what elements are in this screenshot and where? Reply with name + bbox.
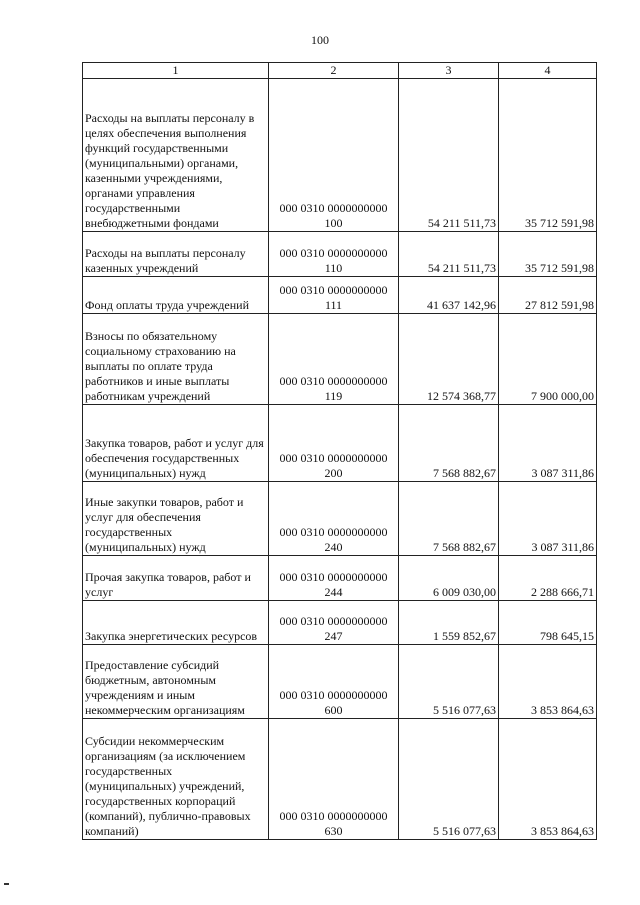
code-base: 000 0310 0000000000 [279, 525, 388, 539]
classification-code [269, 601, 399, 645]
value-col-3: 5 516 077,63 [399, 645, 499, 719]
classification-code [269, 79, 399, 232]
value-col-4: 27 812 591,98 [499, 277, 597, 314]
code-kind: 244 [324, 585, 343, 599]
header-col-3: 3 [399, 63, 499, 79]
value-col-4: 798 645,15 [499, 601, 597, 645]
table-row [83, 719, 597, 840]
expense-name: Расходы на выплаты персоналу казенных учреждений [83, 232, 269, 277]
value-col-3: 7 568 882,67 [399, 482, 499, 556]
code-kind: 630 [324, 824, 343, 838]
expense-name: Закупка товаров, работ и услуг для обеспечения государственных (муниципальных) нужд [83, 405, 269, 482]
value-col-3: 41 637 142,96 [399, 277, 499, 314]
value-col-4: 2 288 666,71 [499, 556, 597, 601]
table-row [83, 232, 597, 277]
expense-name: Субсидии некоммерческим организациям (за исключением государственных (муниципальных) учреждений, государственных корпораций (компаний), публично-правовых компаний) [83, 719, 269, 840]
value-col-4: 35 712 591,98 [499, 79, 597, 232]
code-kind: 100 [324, 216, 343, 230]
code-base: 000 0310 0000000000 [279, 283, 388, 297]
code-base: 000 0310 0000000000 [279, 246, 388, 260]
table-row [83, 277, 597, 314]
classification-code [269, 482, 399, 556]
expense-name: Предоставление субсидий бюджетным, автономным учреждениям и иным некоммерческим организациям [83, 645, 269, 719]
value-col-4: 35 712 591,98 [499, 232, 597, 277]
value-col-3: 54 211 511,73 [399, 232, 499, 277]
value-col-4: 3 087 311,86 [499, 405, 597, 482]
classification-code [269, 232, 399, 277]
classification-code [269, 314, 399, 405]
code-base: 000 0310 0000000000 [279, 201, 388, 215]
code-kind: 600 [324, 703, 343, 717]
code-base: 000 0310 0000000000 [279, 614, 388, 628]
value-col-3: 54 211 511,73 [399, 79, 499, 232]
value-col-3: 6 009 030,00 [399, 556, 499, 601]
value-col-4: 3 853 864,63 [499, 719, 597, 840]
expense-name: Иные закупки товаров, работ и услуг для обеспечения государственных (муниципальных) нужд [83, 482, 269, 556]
table-row [83, 556, 597, 601]
table-row [83, 601, 597, 645]
code-base: 000 0310 0000000000 [279, 809, 388, 823]
code-base: 000 0310 0000000000 [279, 451, 388, 465]
code-base: 000 0310 0000000000 [279, 374, 388, 388]
header-row [83, 63, 597, 79]
code-kind: 200 [324, 466, 343, 480]
value-col-3: 5 516 077,63 [399, 719, 499, 840]
code-kind: 119 [324, 389, 343, 403]
classification-code [269, 645, 399, 719]
code-kind: 110 [324, 261, 343, 275]
code-kind: 111 [324, 298, 343, 312]
table-row [83, 314, 597, 405]
value-col-4: 7 900 000,00 [499, 314, 597, 405]
value-col-3: 12 574 368,77 [399, 314, 499, 405]
expense-name: Закупка энергетических ресурсов [83, 601, 269, 645]
scan-edge-mark [4, 883, 9, 885]
code-base: 000 0310 0000000000 [279, 688, 388, 702]
expense-name: Прочая закупка товаров, работ и услуг [83, 556, 269, 601]
value-col-4: 3 087 311,86 [499, 482, 597, 556]
code-base: 000 0310 0000000000 [279, 570, 388, 584]
value-col-4: 3 853 864,63 [499, 645, 597, 719]
classification-code [269, 556, 399, 601]
table-row [83, 405, 597, 482]
table-row [83, 79, 597, 232]
header-col-1: 1 [83, 63, 269, 79]
expense-name: Взносы по обязательному социальному страхованию на выплаты по оплате труда работников и иные выплаты работникам учреждений [83, 314, 269, 405]
expense-name: Фонд оплаты труда учреждений [83, 277, 269, 314]
code-kind: 247 [324, 629, 343, 643]
table-row [83, 645, 597, 719]
classification-code [269, 277, 399, 314]
value-col-3: 7 568 882,67 [399, 405, 499, 482]
classification-code [269, 719, 399, 840]
budget-table [82, 62, 597, 840]
expense-name: Расходы на выплаты персоналу в целях обеспечения выполнения функций государственными (муниципальными) органами, казенными учреждениями, органами управления государственными внебюджетными фондами [83, 79, 269, 232]
classification-code [269, 405, 399, 482]
value-col-3: 1 559 852,67 [399, 601, 499, 645]
code-kind: 240 [324, 540, 343, 554]
table-row [83, 482, 597, 556]
page-number: 100 [311, 33, 329, 47]
header-col-2: 2 [269, 63, 399, 79]
header-col-4: 4 [499, 63, 597, 79]
